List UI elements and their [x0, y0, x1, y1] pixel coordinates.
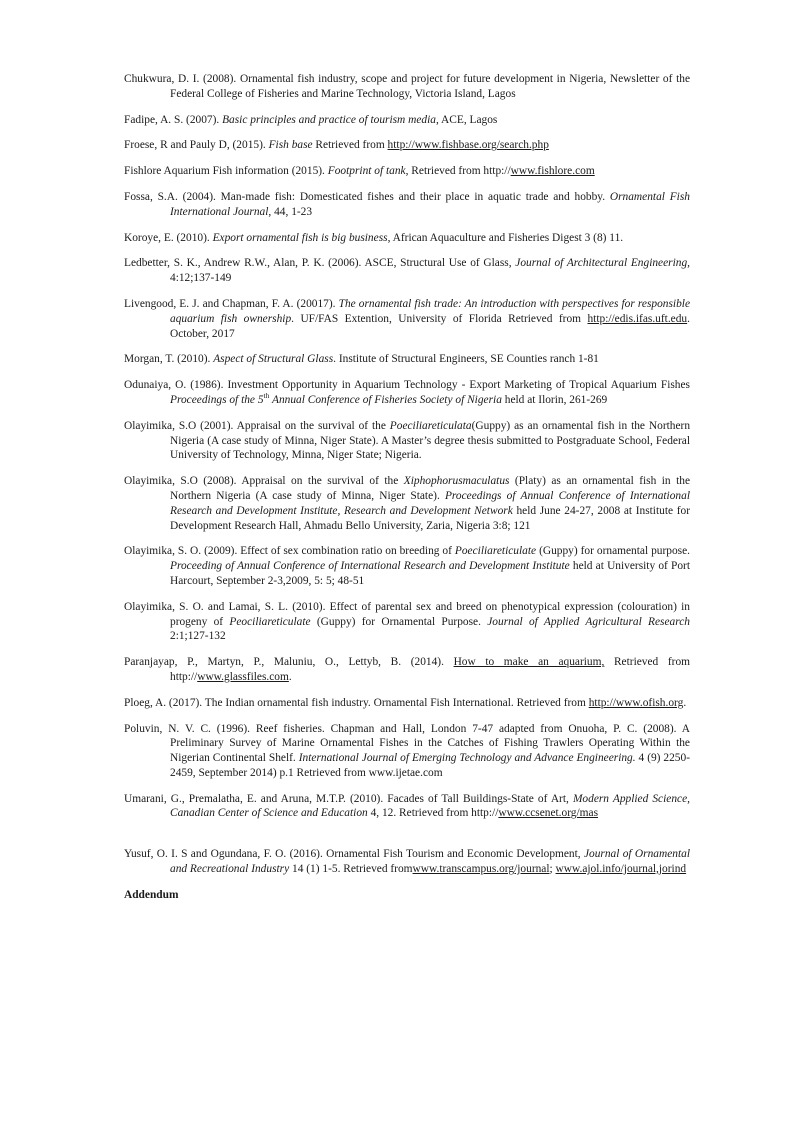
reference-author: Koroye, E. (2010). [124, 231, 213, 244]
reference-link[interactable]: www.glassfiles.com [197, 670, 289, 683]
reference-author: Livengood, E. J. and Chapman, F. A. (20017). [124, 297, 339, 310]
reference-author: Ledbetter, S. K., Andrew R.W., Alan, P. K. (2006). [124, 257, 365, 270]
reference-link[interactable]: www.fishlore.com [510, 165, 595, 178]
reference-list [124, 72, 690, 903]
reference-author: Poluvin, N. V. C. (1996). [124, 722, 256, 735]
reference-author: Ploeg, A. (2017). [124, 696, 205, 709]
reference-author: Fishlore Aquarium Fish information (2015). [124, 165, 328, 178]
reference-author: Paranjayap, P., Martyn, P., Maluniu, O., Lettyb, B. (2014). [124, 656, 454, 669]
reference-entry: Odunaiya, O. (1986). Investment Opportunity in Aquarium Technology - Export Marketing of Tropical Aquarium Fishes Proceedings of the 5th Annual Conference of Fisheries Society of Nigeria held at Ilorin, 261-269 [124, 379, 690, 406]
reference-link[interactable]: http://www.ofish.org [588, 696, 684, 709]
reference-author: Fossa, S.A. (2004). [124, 190, 221, 203]
reference-author: Fadipe, A. S. (2007). [124, 113, 223, 126]
reference-entry: Ledbetter, S. K., Andrew R.W., Alan, P. K. (2006). ASCE, Structural Use of Glass, Journal of Architectural Engineering, 4:12;137-149 [124, 257, 691, 285]
reference-link[interactable]: http://edis.ifas.uft.edu [587, 312, 688, 325]
reference-entry: Olayimika, S. O. and Lamai, S. L. (2010). Effect of parental sex and breed on phenotypical expression (colouration) in progeny of Peociliareticulate (Guppy) for Ornamental Purpose. Journal of Applied Agricultural Research 2:1;127-132 [124, 600, 691, 643]
reference-entry: Chukwura, D. I. (2008). Ornamental fish industry, scope and project for future development in Nigeria, Newsletter of the Federal College of Fisheries and Marine Technology, Victoria Island, Lagos [124, 73, 690, 100]
reference-entry: Morgan, T. (2010). Aspect of Structural Glass. Institute of Structural Engineers, SE Counties ranch 1-81 [124, 353, 599, 366]
reference-entry: Poluvin, N. V. C. (1996). Reef fisheries. Chapman and Hall, London 7-47 adapted from Onuoha, P. C. (2008). A Preliminary Survey of Marine Ornamental Fishes in the Catches of Fishing Trawlers Operating Within the Nigerian Continental Shelf. International Journal of Emerging Technology and Advance Engineering. 4 (9) 2250-2459, September 2014) p.1 Retrieved from www.ijetae.com [124, 722, 690, 779]
reference-author: Umarani, G., Premalatha, E. and Aruna, M.T.P. (2010). [124, 792, 388, 805]
reference-entry: Yusuf, O. I. S and Ogundana, F. O. (2016). Ornamental Fish Tourism and Economic Development, Journal of Ornamental and Recreational Industry 14 (1) 1-5. Retrieved fromwww.transcampus.org/journal; www.ajol.info/journal,jorind [124, 848, 690, 876]
reference-author: Olayimika, S.O (2008). [124, 475, 242, 488]
reference-entry: Livengood, E. J. and Chapman, F. A. (20017). The ornamental fish trade: An introduction with perspectives for responsible aquarium fish ownership. UF/FAS Extention, University of Florida Retrieved from http://edis.ifas.uft.edu. October, 2017 [124, 297, 691, 340]
reference-entry: Olayimika, S. O. (2009). Effect of sex combination ratio on breeding of Poeciliareticulate (Guppy) for ornamental purpose. Proceeding of Annual Conference of International Research and Development Institute held at University of Port Harcourt, September 2-3,2009, 5: 5; 48-51 [124, 545, 690, 587]
reference-entry: Paranjayap, P., Martyn, P., Maluniu, O., Lettyb, B. (2014). How to make an aquarium, Retrieved from http://www.glassfiles.com. [124, 656, 691, 683]
reference-author: Yusuf, O. I. S and Ogundana, F. O. (2016). [124, 848, 327, 861]
reference-link[interactable]: www.ccsenet.org/mas [498, 807, 599, 820]
reference-entry: Olayimika, S.O (2001). Appraisal on the survival of the Poeciliareticulata(Guppy) as an ornamental fish in the Northern Nigeria (A case study of Minna, Niger State). A Master’s degree thesis submitted to Postgraduate School, Federal University of Technology, Minna, Niger State; Nigeria. [124, 419, 691, 462]
reference-entry: Olayimika, S.O (2008). Appraisal on the survival of the Xiphophorusmaculatus (Platy) as an ornamental fish in the Northern Nigeria (A case study of Minna, Niger State). Proceedings of Annual Conference of International Research and Development Institute, Research and Development Network held June 24-27, 2008 at Institute for Development Research Hall, Ahmadu Bello University, Zaria, Nigeria 3:8; 121 [124, 475, 691, 532]
reference-entry: Umarani, G., Premalatha, E. and Aruna, M.T.P. (2010). Facades of Tall Buildings-State of Art, Modern Applied Science, Canadian Center of Science and Education 4, 12. Retrieved from http://www.ccsenet.org/mas [124, 792, 690, 820]
reference-link[interactable]: How to make an aquarium, [453, 656, 605, 669]
reference-entry: Koroye, E. (2010). Export ornamental fish is big business, African Aquaculture and Fisheries Digest 3 (8) 11. [124, 231, 624, 244]
reference-author: Olayimika, S.O (2001). [124, 419, 237, 432]
reference-entry: Ploeg, A. (2017). The Indian ornamental fish industry. Ornamental Fish International. Retrieved from http://www.ofish.org. [124, 696, 687, 709]
reference-entry: Froese, R and Pauly D, (2015). Fish base Retrieved from http://www.fishbase.org/search.php [124, 139, 549, 152]
reference-entry: Fossa, S.A. (2004). Man-made fish: Domesticated fishes and their place in aquatic trade and hobby. Ornamental Fish International Journal, 44, 1-23 [124, 190, 690, 218]
reference-author: Morgan, T. (2010). [124, 353, 214, 366]
reference-author: Froese, R and Pauly D, (2015). [124, 139, 269, 152]
reference-author: Olayimika, S. O. and Lamai, S. L. (2010). [124, 600, 330, 613]
reference-entry: Fishlore Aquarium Fish information (2015). Footprint of tank, Retrieved from http://www.fishlore.com [124, 165, 595, 178]
reference-entry: Fadipe, A. S. (2007). Basic principles and practice of tourism media, ACE, Lagos [124, 113, 498, 126]
reference-author: Chukwura, D. I. (2008). [124, 73, 240, 85]
addendum-heading: Addendum [124, 888, 179, 901]
reference-link[interactable]: http://www.fishbase.org/search.php [387, 139, 549, 152]
reference-link[interactable]: www.transcampus.org/journal [412, 863, 550, 876]
reference-author: Odunaiya, O. (1986). [124, 379, 228, 392]
reference-link[interactable]: www.ajol.info/journal,jorind [555, 863, 687, 876]
reference-author: Olayimika, S. O. (2009). [124, 545, 241, 558]
